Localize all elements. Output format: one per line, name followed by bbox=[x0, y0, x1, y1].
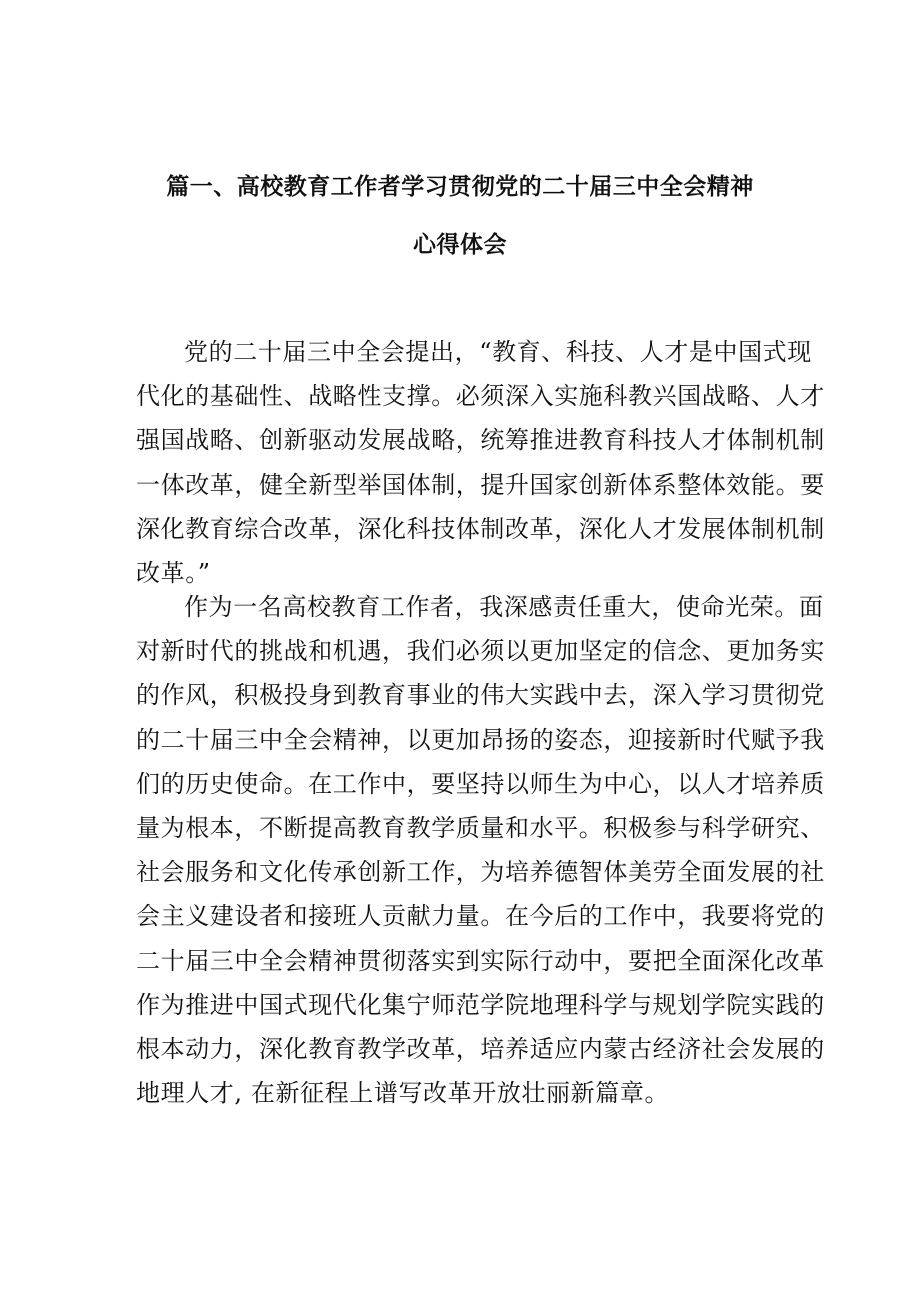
paragraph-line: 的二十届三中全会精神，以更加昂扬的姿态，迎接新时代赋予我 bbox=[136, 725, 825, 754]
paragraph-line: 量为根本，不断提高教育教学质量和水平。积极参与科学研究、 bbox=[136, 813, 825, 842]
paragraph-1 bbox=[136, 330, 825, 595]
paragraph-line: 们的历史使命。在工作中，要坚持以师生为中心，以人才培养质 bbox=[136, 769, 825, 798]
paragraph-line: 的作风，积极投身到教育事业的伟大实践中去，深入学习贯彻党 bbox=[136, 681, 825, 710]
paragraph-line: 会主义建设者和接班人贡献力量。在今后的工作中，我要将党的 bbox=[136, 902, 825, 931]
paragraph-line: 强国战略、创新驱动发展战略，统筹推进教育科技人才体制机制 bbox=[136, 426, 825, 455]
paragraph-line: 党的二十届三中全会提出，“教育、科技、人才是中国式现 bbox=[184, 338, 812, 366]
paragraph-line: 作为推进中国式现代化集宁师范学院地理科学与规划学院实践的 bbox=[136, 990, 825, 1019]
paragraph-line: 深化教育综合改革，深化科技体制改革，深化人才发展体制机制 bbox=[136, 514, 825, 543]
paragraph-line: 根本动力，深化教育教学改革，培养适应内蒙古经济社会发展的 bbox=[136, 1034, 825, 1063]
paragraph-2 bbox=[136, 585, 825, 1115]
paragraph-line: 社会服务和文化传承创新工作，为培养德智体美劳全面发展的社 bbox=[136, 858, 825, 887]
paragraph-line: 二十届三中全会精神贯彻落实到实际行动中，要把全面深化改革 bbox=[136, 946, 825, 975]
paragraph-line: 一体改革，健全新型举国体制，提升国家创新体系整体效能。要 bbox=[136, 470, 825, 499]
paragraph-line: 改革。” bbox=[136, 558, 211, 587]
paragraph-line: 对新时代的挑战和机遇，我们必须以更加坚定的信念、更加务实 bbox=[136, 637, 825, 666]
title-line-1: 篇一、高校教育工作者学习贯彻党的二十届三中全会精神 bbox=[166, 174, 754, 200]
paragraph-line: 代化的基础性、战略性支撑。必须深入实施科教兴国战略、人才 bbox=[136, 382, 825, 411]
title-line-2: 心得体会 bbox=[413, 232, 507, 258]
paragraph-line: 地理人才, 在新征程上谱写改革开放壮丽新篇章。 bbox=[136, 1079, 670, 1108]
paragraph-line: 作为一名高校教育工作者，我深感责任重大，使命光荣。面 bbox=[184, 593, 824, 621]
